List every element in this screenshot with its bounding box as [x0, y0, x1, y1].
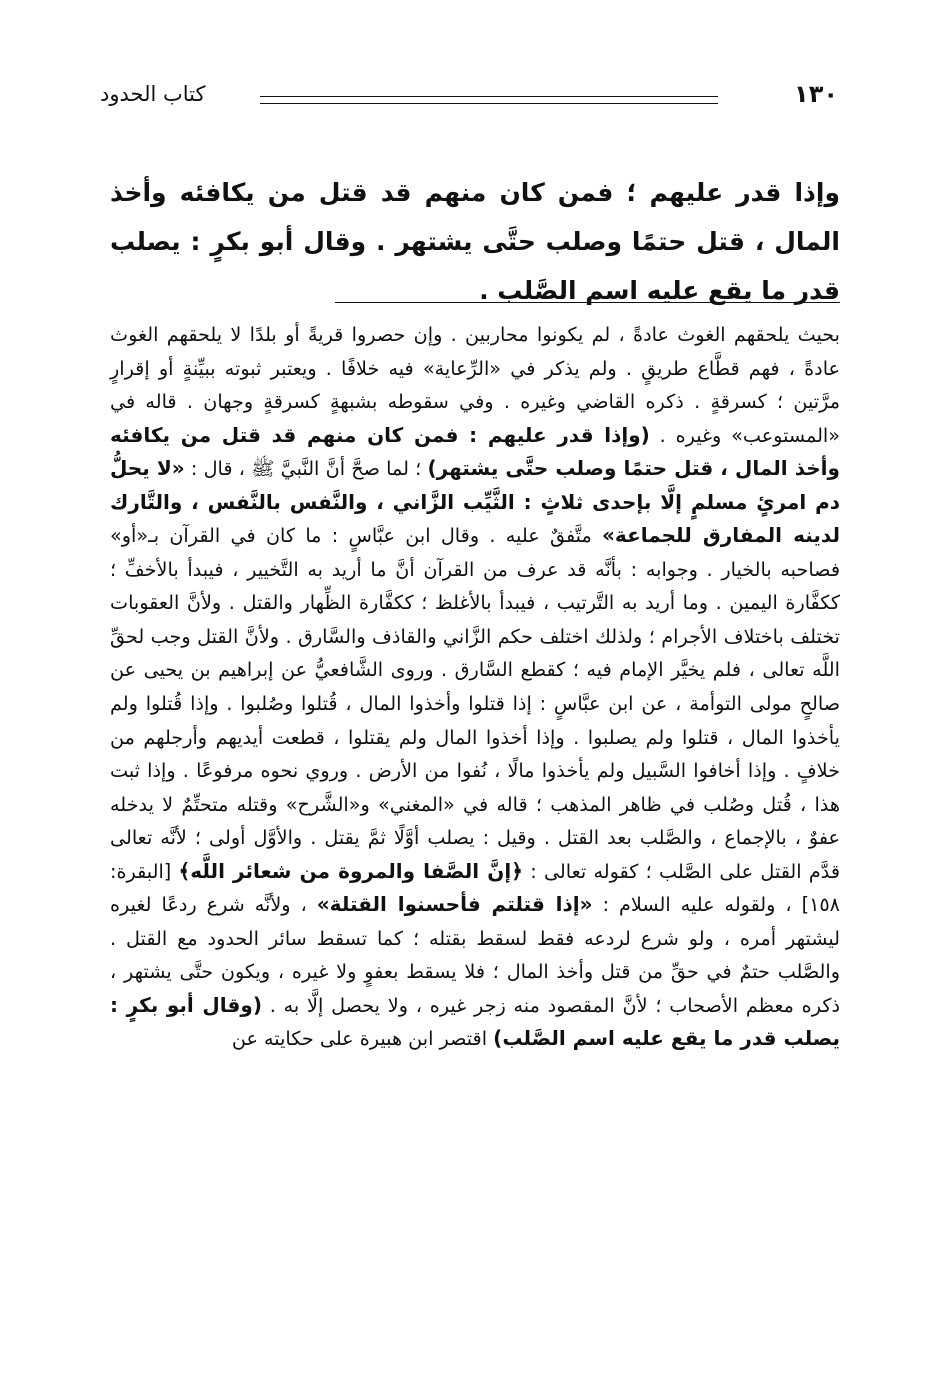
header-double-rule: [260, 96, 718, 104]
commentary-plain-4: [البقرة: ١٥٨] ، ولقوله عليه السلام :: [110, 859, 840, 917]
commentary-plain-6: اقتصر ابن هبيرة على حكايته عن: [231, 1027, 488, 1051]
main-text: وإذا قدر عليهم ؛ فمن كان منهم قد قتل من يكافئه وأخذ المال ، قتل حتمًا وصلب حتَّى يشتهر . وقال أبو بكرٍ : يصلب قدر ما يقع عليه اسم الصَّلب .: [110, 178, 840, 305]
commentary-plain-3: متَّفقٌ عليه . وقال ابن عبَّاسٍ : ما كان في القرآن بـ«أو» فصاحبه بالخيار . وجوابه : بأنَّه قد عرف من القرآن أنَّ ما أريد به التَّخيير ، فيبدأ بالأخفِّ ؛ ككفَّارة اليمين . وما أريد به التَّرتيب ، فيبدأ بالأغلظ ؛ ككفَّارة الظِّهار والقتل . ولأنَّ العقوبات تختلف باختلاف الأجرام ؛ ولذلك اختلف حكم الزَّاني والقاذف والسَّارق . ولأنَّ القتل وجب لحقِّ اللَّه تعالى ، فلم يخيَّر الإمام فيه ؛ كقطع السَّارق . وروى الشَّافعيُّ عن إبراهيم بن يحيى عن صالحٍ مولى التوأمة ، عن ابن عبَّاسٍ : إذا قتلوا وأخذوا المال ، قُتلوا وصُلبوا . وإذا قُتلوا ولم يأخذوا المال ، قتلوا ولم يصلبوا . وإذا أخذوا المال ولم يقتلوا ، قطعت أيديهم وأرجلهم من خلافٍ . وإذا أخافوا السَّبيل ولم يأخذوا مالًا ، نُفوا من الأرض . وروي نحوه مرفوعًا . وإذا ثبت هذا ، قُتل وصُلب في ظاهر المذهب ؛ قاله في «المغني» و«الشَّرح» وقتله متحتِّمٌ لا يدخله عفوٌ ، بالإجماع ، والصَّلب بعد القتل . وقيل : يصلب أوَّلًا ثمَّ يقتل . والأوَّل أولى ؛ لأنَّه تعالى قدَّم القتل على الصَّلب ؛ كقوله تعالى :: [110, 524, 840, 883]
hadith-quote-2: «إذا قتلتم فأحسنوا القتلة»: [316, 892, 593, 917]
commentary-quote-2: (وقال أبو بكرٍ : يصلب قدر ما يقع عليه اسم الصَّلب): [110, 992, 840, 1051]
hadith-quote-1: «لا يحلُّ دم امرئٍ مسلمٍ إلَّا بإحدى ثلاثٍ : الثَّيِّب الزَّاني ، والنَّفس بالنَّفس ، والتَّارك لدينه المفارق للجماعة»: [110, 456, 840, 548]
page-header: [100, 78, 838, 118]
footnote-separator: [335, 302, 840, 303]
commentary-plain-5: ، ولأنَّه شرع ردعًا لغيره ليشتهر أمره ، ولو شرع لردعه فقط لسقط بقتله ؛ كما تسقط سائر الحدود مع القتل . والصَّلب حتمٌ في حقِّ من قتل وأخذ المال ؛ فلا يسقط بعفوٍ ولا غيره ، ويكون حتَّى يشتهر ، ذكره معظم الأصحاب ؛ لأنَّ المقصود منه زجر غيره ، ولا يحصل إلَّا به .: [110, 893, 841, 1017]
page-number: ١٣٠: [794, 80, 838, 108]
commentary-plain-1: بحيث يلحقهم الغوث عادةً ، لم يكونوا محاربين . وإن حصروا قريةً أو بلدًا لا يلحقهم الغوث عادةً ، فهم قطَّاع طريقٍ . ولم يذكر في «الرِّعاية» فيه خلافًا . ويعتبر ثبوته ببيِّنةٍ أو إقرارٍ مرَّتين ؛ كسرقةٍ . ذكره القاضي وغيره . وفي سقوطه بشبهةٍ كسرقةٍ وجهان . قاله في «المستوعب» وغيره .: [110, 323, 840, 447]
commentary-text: [110, 318, 840, 1056]
running-title: كتاب الحدود: [100, 82, 206, 106]
commentary-quote-1: (وإذا قدر عليهم : فمن كان منهم قد قتل من يكافئه وأخذ المال ، قتل حتمًا وصلب حتَّى يشتهر): [110, 422, 840, 481]
commentary-plain-2: ؛ لما صحَّ أنَّ النَّبيَّ ﷺ ، قال :: [190, 457, 422, 481]
quran-verse: ﴿إنَّ الصَّفا والمروة من شعائر اللَّه﴾: [178, 858, 523, 883]
